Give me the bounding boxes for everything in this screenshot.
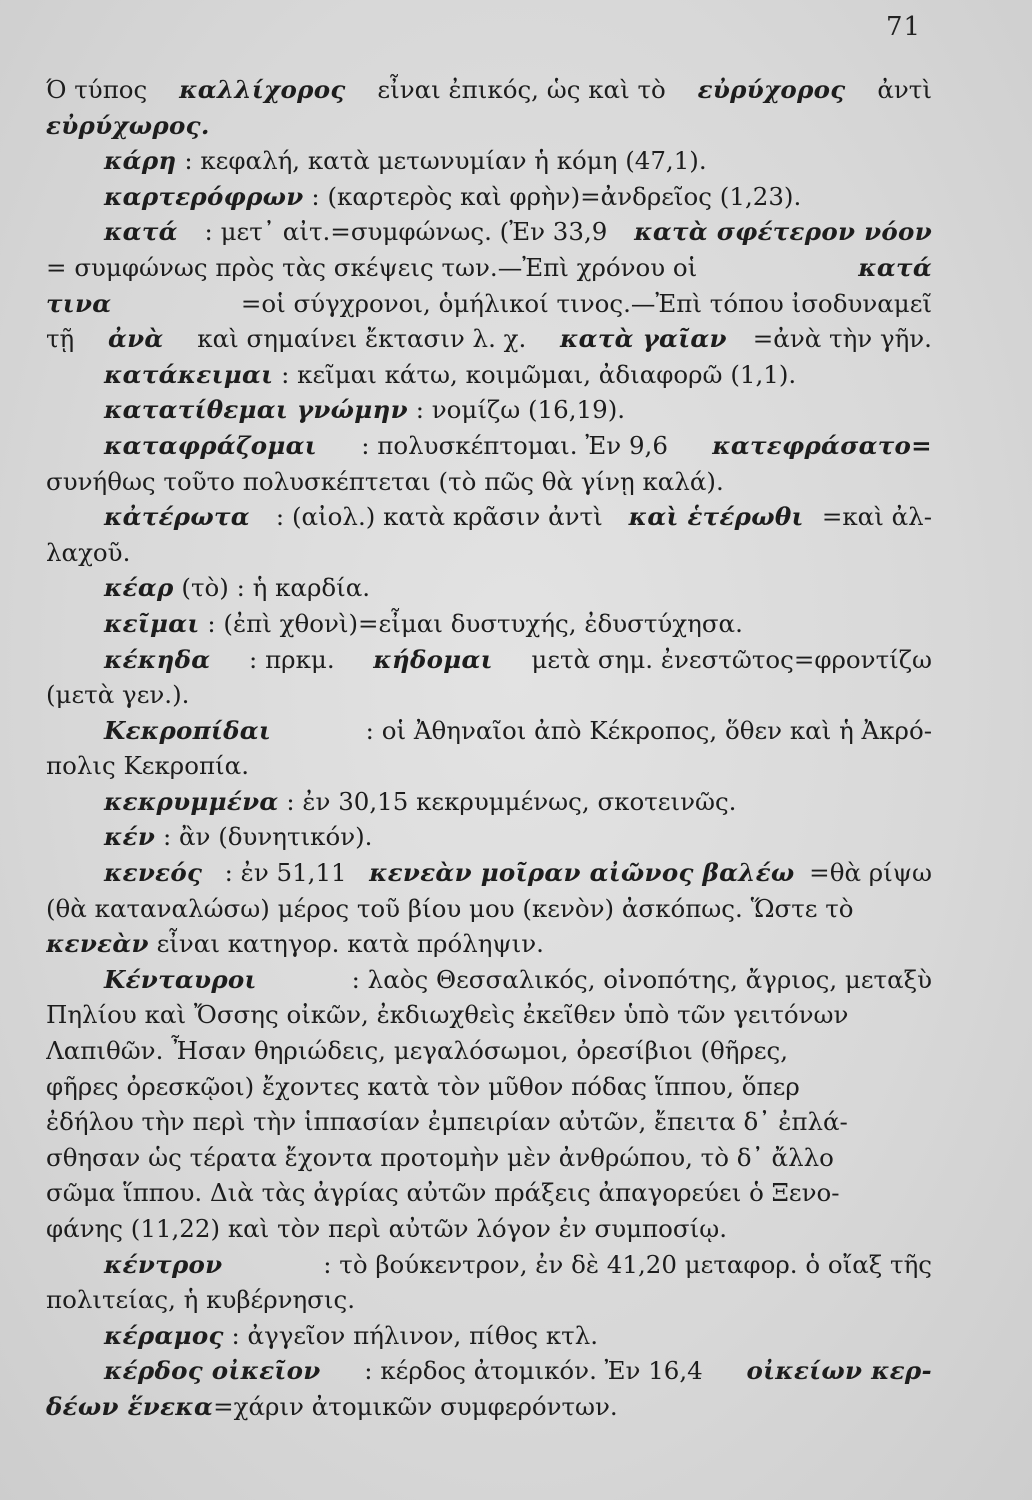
headword: κατάκειμαι <box>104 359 274 389</box>
headword: κατά <box>104 217 178 247</box>
text-segment: : (ἐπὶ χθονὶ)=εἶμαι δυστυχής, ἐδυστύχησα. <box>199 608 743 638</box>
text-line <box>46 1140 932 1176</box>
text-line <box>46 1211 932 1247</box>
text-segment: : ἂν (δυνητικόν). <box>155 822 373 852</box>
text-line <box>46 642 932 678</box>
text-segment: : ἐν 30,15 κεκρυμμένως, σκοτεινῶς. <box>278 786 737 816</box>
text-segment: : κεφαλή, κατὰ μετωνυμίαν ἡ κόμη (47,1). <box>176 146 707 176</box>
headword: κατὰ γαῖαν <box>560 324 727 354</box>
text-segment: : (καρτερὸς καὶ φρὴν)=ἀνδρεῖος (1,23). <box>303 181 802 211</box>
text-segment: Πηλίου καὶ Ὄσσης οἰκῶν, ἐκδιωχθεὶς ἐκεῖθεν ὑπὸ τῶν γειτόνων <box>46 1000 849 1030</box>
text-segment: εἶναι ἐπικός, ὡς καὶ τὸ <box>369 75 674 104</box>
text-segment: =καὶ ἀλ- <box>821 502 932 532</box>
text-segment: : (αἰολ.) κατὰ κρᾶσιν ἀντὶ <box>268 502 611 532</box>
text-line <box>46 748 932 784</box>
text-segment: : τὸ βούκεντρον, ἐν δὲ 41,20 μεταφορ. ὁ οἴαξ τῆς <box>315 1249 932 1279</box>
text-segment: τῇ <box>46 324 83 354</box>
text-segment: =ἀνὰ τὴν γῆν. <box>752 324 932 354</box>
text-segment: : κέρδος ἀτομικόν. Ἐν 16,4 <box>356 1356 711 1386</box>
text-line <box>46 179 932 215</box>
text-segment: Ό τύπος <box>46 75 156 104</box>
text-segment: (μετὰ γεν.). <box>46 680 190 710</box>
text-line <box>46 855 932 891</box>
headword: καλλίχορος <box>179 75 346 104</box>
text-line <box>46 143 932 179</box>
text-line <box>46 784 932 820</box>
headword: κατά <box>858 252 932 282</box>
headword: κέντρον <box>104 1249 223 1279</box>
text-segment: : ἀγγεῖον πήλινον, πίθος κτλ. <box>223 1320 599 1350</box>
headword: δέων ἕνεκα <box>46 1391 214 1421</box>
text-line <box>46 819 932 855</box>
text-segment: (τὸ) : ἡ καρδία. <box>173 573 371 603</box>
text-segment: ἐδήλου τὴν περὶ τὴν ἱππασίαν ἐμπειρίαν αὐτῶν, ἔπειτα δ᾽ ἐπλά- <box>46 1107 848 1137</box>
text-segment: : λαὸς Θεσσαλικός, οἰνοπότης, ἄγριος, μεταξὺ <box>343 964 932 994</box>
headword: κεῖμαι <box>104 608 200 638</box>
text-segment: : οἱ Ἀθηναῖοι ἀπὸ Κέκροπος, ὅθεν καὶ ἡ Ἀκρό- <box>357 715 932 745</box>
text-segment: : πολυσκέπτομαι. Ἐν 9,6 <box>353 430 676 460</box>
text-line <box>46 1353 932 1389</box>
headword: εὐρύχορος <box>697 75 846 104</box>
text-segment: πολις Κεκροπία. <box>46 751 249 781</box>
text-line <box>46 1104 932 1140</box>
headword: κάρη <box>104 146 177 176</box>
text-segment: πολιτείας, ἡ κυβέρνησις. <box>46 1285 356 1315</box>
headword: κέραμος <box>104 1320 224 1350</box>
text-line <box>46 72 932 108</box>
headword: κἀτέρωτα <box>104 502 250 532</box>
dictionary-text <box>46 72 932 1425</box>
headword: κατατίθεμαι γνώμην <box>104 395 408 425</box>
text-line <box>46 428 932 464</box>
text-line <box>46 1282 932 1318</box>
text-line <box>46 677 932 713</box>
text-line <box>46 214 932 250</box>
text-line <box>46 286 932 322</box>
text-segment: (θὰ καταναλώσω) μέρος τοῦ βίου μου (κενὸν) ἀσκόπως. Ὥστε τὸ <box>46 893 854 923</box>
text-segment: εἶναι κατηγορ. κατὰ πρόληψιν. <box>148 929 544 959</box>
headword: κενεὰν <box>46 929 149 959</box>
text-line <box>46 962 932 998</box>
text-line <box>46 1175 932 1211</box>
headword: καταφράζομαι <box>104 430 317 460</box>
headword: καρτερόφρων <box>104 181 304 211</box>
headword: κέν <box>104 822 156 852</box>
text-segment: μετὰ σημ. ἐνεστῶτος=φροντίζω <box>523 644 932 674</box>
text-line <box>46 926 932 962</box>
text-segment: λαχοῦ. <box>46 537 131 567</box>
text-segment: =χάριν ἀτομικῶν συμφερόντων. <box>213 1391 618 1421</box>
text-segment: =θὰ ρίψω <box>809 858 932 888</box>
text-line <box>46 1389 932 1425</box>
text-segment: καὶ σημαίνει ἔκτασιν λ. χ. <box>189 324 535 354</box>
text-segment: συνήθως τοῦτο πολυσκέπτεται (τὸ πῶς θὰ γίνῃ καλά). <box>46 466 724 496</box>
text-segment: ἀντὶ <box>869 75 932 104</box>
text-segment: : κεῖμαι κάτω, κοιμῶμαι, ἀδιαφορῶ (1,1). <box>273 359 797 389</box>
text-segment: : ἐν 51,11 <box>216 858 355 888</box>
headword: κέκηδα <box>104 644 211 674</box>
text-line <box>46 108 932 144</box>
text-line <box>46 1069 932 1105</box>
text-segment: Λαπιθῶν. Ἦσαν θηριώδεις, μεγαλόσωμοι, ὀρεσίβιοι (θῆρες, <box>46 1036 789 1066</box>
headword: κεκρυμμένα <box>104 786 279 816</box>
headword: τινα <box>46 288 112 318</box>
text-line <box>46 357 932 393</box>
text-line <box>46 464 932 500</box>
text-line <box>46 250 932 286</box>
headword: Κεκροπίδαι <box>104 715 272 745</box>
headword: κέρδος οἰκεῖον <box>104 1356 321 1386</box>
text-line <box>46 321 932 357</box>
text-segment: : νομίζω (16,19). <box>407 395 626 425</box>
text-line <box>46 1033 932 1069</box>
text-line <box>46 891 932 927</box>
text-segment: =οἱ σύγχρονοι, ὁμήλικοί τινος.—Ἐπὶ τόπου ἰσοδυναμεῖ <box>240 288 932 318</box>
page-number: 71 <box>886 12 922 42</box>
text-line <box>46 392 932 428</box>
text-segment: σῶμα ἵππου. Διὰ τὰς ἀγρίας αὐτῶν πράξεις ἀπαγορεύει ὁ Ξενο- <box>46 1178 840 1208</box>
text-line <box>46 997 932 1033</box>
text-segment: φάνης (11,22) καὶ τὸν περὶ αὐτῶν λόγον ἐν συμποσίῳ. <box>46 1214 727 1243</box>
text-line <box>46 713 932 749</box>
headword: κέαρ <box>104 573 174 603</box>
text-line <box>46 1318 932 1354</box>
headword: οἰκείων κερ- <box>746 1356 932 1386</box>
headword: ἀνὰ <box>107 324 164 354</box>
headword: κατεφράσατο= <box>712 430 932 460</box>
text-segment: φῆρες ὀρεσκῷοι) ἔχοντες κατὰ τὸν μῦθον πόδας ἵππου, ὅπερ <box>46 1071 800 1101</box>
headword: καὶ ἑτέρωθι <box>628 502 804 532</box>
text-segment: = συμφώνως πρὸς τὰς σκέψεις των.—Ἐπὶ χρόνου οἱ <box>46 252 706 282</box>
text-line <box>46 499 932 535</box>
headword: Κένταυροι <box>104 964 257 994</box>
headword: κενεὰν μοῖραν αἰῶνος βαλέω <box>369 858 795 888</box>
text-line <box>46 606 932 642</box>
text-segment: : μετ᾽ αἰτ.=συμφώνως. (Ἐν 33,9 <box>196 217 616 247</box>
text-segment: σθησαν ὡς τέρατα ἔχοντα προτομὴν μὲν ἀνθρώπου, τὸ δ᾽ ἄλλο <box>46 1142 834 1172</box>
text-line <box>46 535 932 571</box>
headword: κήδομαι <box>373 644 493 674</box>
text-segment: : πρκμ. <box>241 644 343 674</box>
headword: κατὰ σφέτερον νόον <box>634 217 932 247</box>
headword: κενεός <box>104 858 203 888</box>
text-line <box>46 570 932 606</box>
headword: εὐρύχωρος. <box>46 110 210 140</box>
text-line <box>46 1247 932 1283</box>
